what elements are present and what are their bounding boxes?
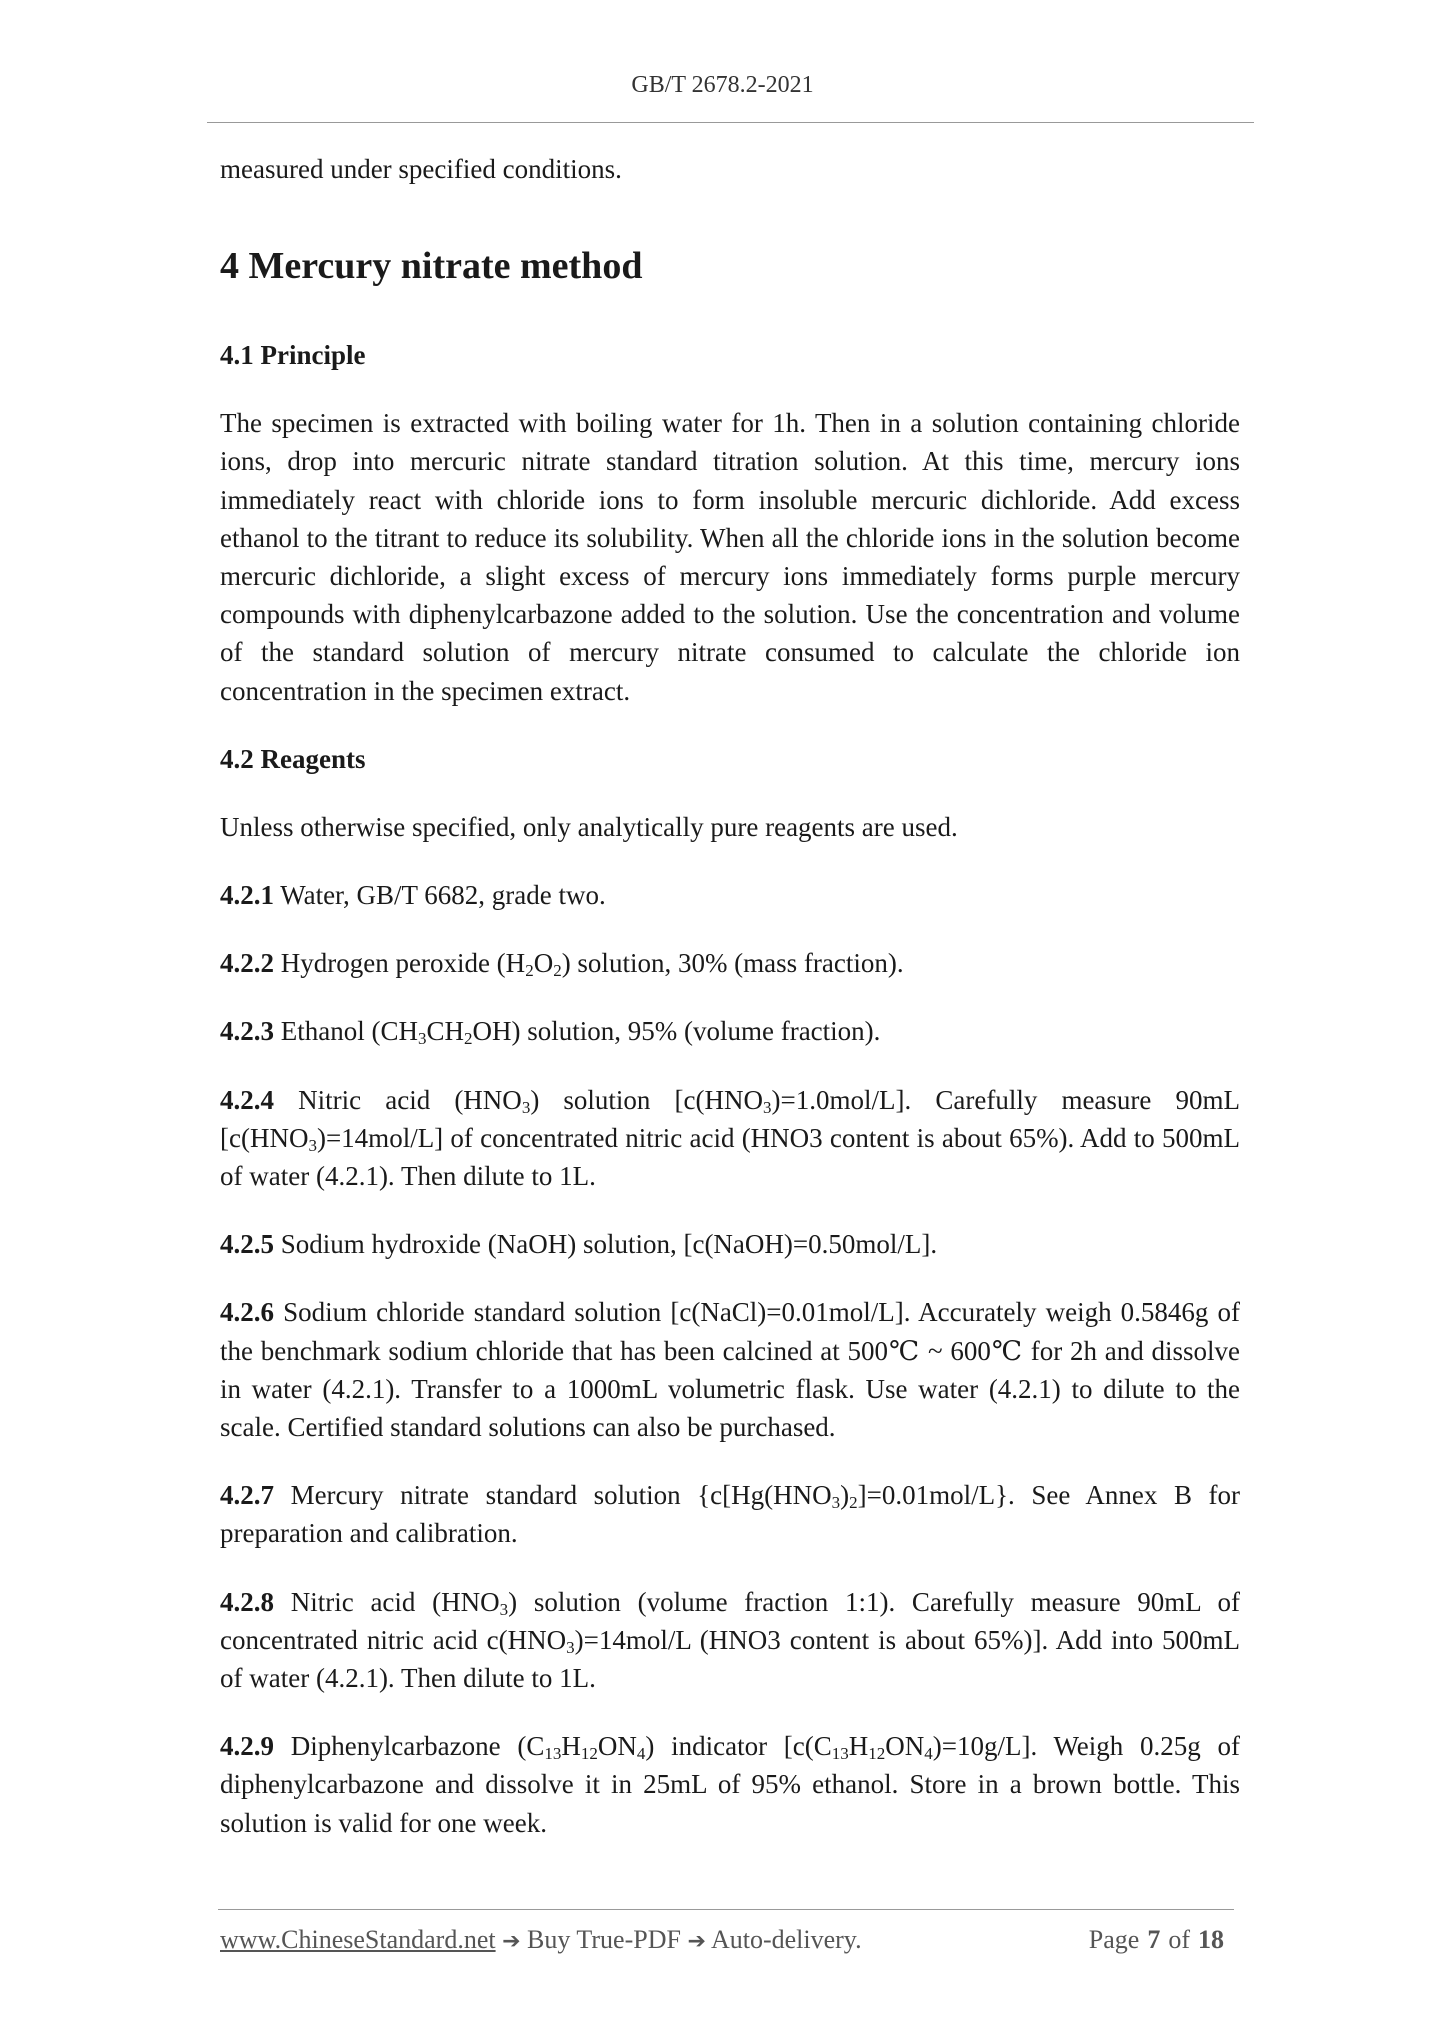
clause-text: Mercury nitrate standard solution $\{c[Hg(HNO_3)_2]=0.01mol/L\}$. See Annex B for preparation and calibration. bbox=[220, 1480, 1240, 1549]
section-heading: 4 Mercury nitrate method bbox=[220, 245, 643, 288]
clause-text: Diphenylcarbazone $(C_{13}H_{12}ON_4)$ indicator $[c(C_{13}H_{12}ON_4)=10g/L]$. Weigh 0.25g of diphenylcarbazone and dissolve it in 25mL of 95% ethanol. Store in a brown bottle. This solution is valid for one week. bbox=[220, 1731, 1240, 1838]
principle-text: The specimen is extracted with boiling water for 1h. Then in a solution containing chloride ions, drop into mercuric nitrate standard titration solution. At this time, mercury ions immediately react with chloride ions to form insoluble mercuric dichloride. Add excess ethanol to the titrant to reduce its solubility. When all the chloride ions in the solution become mercuric dichloride, a slight excess of mercury ions immediately forms purple mercury compounds with diphenylcarbazone added to the solution. Use the concentration and volume of the standard solution of mercury nitrate consumed to calculate the chloride ion concentration in the specimen extract. bbox=[220, 408, 1240, 706]
header-divider bbox=[207, 122, 1254, 123]
clause-text: Sodium chloride standard solution [c(NaCl)=0.01mol/L]. Accurately weigh 0.5846g of the benchmark sodium chloride that has been calcined at 500℃ ~ 600℃ for 2h and dissolve in water (4.2.1). Transfer to a 1000mL volumetric flask. Use water (4.2.1) to dilute to the scale. Certified standard solutions can also be purchased. bbox=[220, 1297, 1240, 1443]
reagent-clause bbox=[220, 1293, 1240, 1446]
clause-number: 4.2.5 bbox=[220, 1229, 274, 1260]
clause-text: Nitric acid $(HNO_3)$ solution $[c(HNO_3)=1.0mol/L]$. Carefully measure 90mL $[c(HNO_3)=14mol/L]$ of concentrated nitric acid (HNO3 content is about 65%). Add to 500mL of water (4.2.1). Then dilute to 1L. bbox=[220, 1084, 1241, 1192]
reagent-clause bbox=[220, 1727, 1240, 1842]
running-header: GB/T 2678.2-2021 bbox=[631, 72, 814, 98]
reagent-clause bbox=[220, 1012, 1240, 1050]
clause-number: 4.2.7 bbox=[220, 1480, 274, 1511]
reagent-clause bbox=[220, 1225, 1240, 1263]
clause-text: Ethanol $(CH_3CH_2OH)$ solution, 95% (volume fraction). bbox=[280, 1016, 881, 1049]
intro-text: measured under specified conditions. bbox=[220, 154, 622, 184]
page-footer bbox=[220, 1925, 1232, 1955]
reagent-clause bbox=[220, 1081, 1240, 1196]
reagent-list bbox=[220, 876, 1240, 1842]
delivery-text: Auto-delivery. bbox=[710, 1925, 862, 1954]
reagents-heading: 4.2 Reagents bbox=[220, 743, 366, 774]
reagents-intro: Unless otherwise specified, only analytically pure reagents are used. bbox=[220, 811, 958, 842]
footer-divider bbox=[218, 1909, 1234, 1910]
clause-number: 4.2.6 bbox=[220, 1297, 274, 1328]
clause-number: 4.2.2 bbox=[220, 948, 274, 979]
of-label: of bbox=[1168, 1925, 1190, 1954]
principle-heading: 4.1 Principle bbox=[220, 340, 366, 371]
clause-text: Hydrogen peroxide $(H_2O_2)$ solution, 30% (mass fraction). bbox=[280, 948, 904, 981]
clause-text: Nitric acid $(HNO_3)$ solution (volume fraction 1:1). Carefully measure 90mL of concentrated nitric acid $c(HNO_3)=14mol/L$ (HNO3 content is about 65%)]. Add into 500mL of water (4.2.1). Then dilute to 1L. bbox=[220, 1586, 1241, 1694]
page-content bbox=[220, 150, 1240, 1872]
reagent-clause bbox=[220, 876, 1240, 914]
reagent-clause bbox=[220, 944, 1240, 982]
site-link[interactable]: www.ChineseStandard.net bbox=[220, 1925, 496, 1954]
clause-number: 4.2.1 bbox=[220, 880, 274, 911]
page-number bbox=[1089, 1925, 1232, 1955]
page-label: Page bbox=[1088, 1925, 1140, 1954]
clause-number: 4.2.8 bbox=[220, 1586, 274, 1617]
clause-number: 4.2.9 bbox=[220, 1731, 274, 1762]
reagent-clause bbox=[220, 1476, 1240, 1552]
reagent-clause bbox=[220, 1583, 1240, 1698]
clause-text: Water, GB/T 6682, grade two. bbox=[280, 880, 606, 911]
clause-number: 4.2.3 bbox=[220, 1016, 274, 1047]
buy-link[interactable]: Buy True-PDF bbox=[527, 1925, 681, 1954]
arrow-right-icon: ➔ bbox=[687, 1929, 706, 1954]
page-total: 18 bbox=[1198, 1925, 1224, 1954]
clause-number: 4.2.4 bbox=[220, 1084, 274, 1115]
page-current: 7 bbox=[1147, 1925, 1161, 1954]
clause-text: Sodium hydroxide (NaOH) solution, [c(NaOH)=0.50mol/L]. bbox=[280, 1229, 938, 1260]
arrow-right-icon: ➔ bbox=[502, 1929, 521, 1954]
